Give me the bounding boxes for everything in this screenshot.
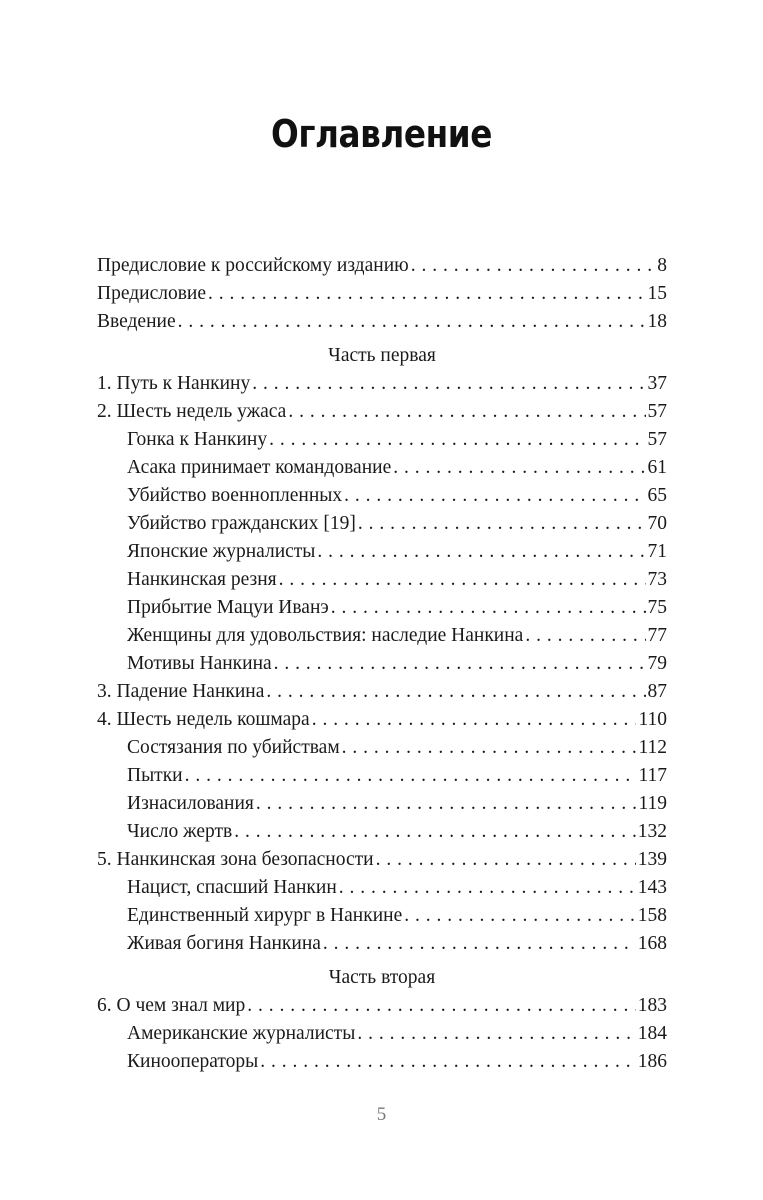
dot-leader: [269, 426, 645, 454]
toc-entry: [97, 252, 667, 280]
toc-subentry: [97, 426, 667, 454]
entry-title: Асака принимает командование: [127, 457, 392, 478]
entry-page-number: 168: [637, 933, 667, 954]
dot-leader: [376, 846, 636, 874]
toc-entry: [97, 992, 667, 1020]
entry-page-number: 117: [638, 765, 667, 786]
toc-subentry: [97, 594, 667, 622]
entry-page-number: 87: [647, 681, 667, 702]
entry-title: 6. О чем знал мир: [97, 995, 246, 1016]
toc-subentry: [97, 622, 667, 650]
entry-page-number: 18: [647, 311, 667, 332]
dot-leader: [317, 538, 645, 566]
entry-page-number: 57: [647, 401, 667, 422]
entry-title: 3. Падение Нанкина: [97, 681, 265, 702]
toc-subentry: [97, 1048, 667, 1076]
entry-page-number: 70: [647, 513, 667, 534]
dot-leader: [358, 510, 646, 538]
entry-page-number: 112: [638, 737, 667, 758]
entry-page-number: 65: [647, 485, 667, 506]
entry-title: Прибытие Мацуи Иванэ: [127, 597, 329, 618]
toc-subentry: [97, 510, 667, 538]
entry-page-number: 61: [647, 457, 667, 478]
toc-subentry: [97, 566, 667, 594]
dot-leader: [252, 370, 645, 398]
entry-title: Пытки: [127, 765, 183, 786]
entry-title: Предисловие: [97, 283, 207, 304]
dot-leader: [344, 482, 645, 510]
entry-title: Убийство военнопленных: [127, 485, 343, 506]
toc-entry: [97, 280, 667, 308]
entry-page-number: 143: [637, 877, 667, 898]
dot-leader: [342, 734, 637, 762]
toc-subentry: [97, 874, 667, 902]
dot-leader: [357, 1020, 635, 1048]
toc-subentry: [97, 762, 667, 790]
toc-subentry: [97, 454, 667, 482]
entry-page-number: 57: [647, 429, 667, 450]
entry-title: Мотивы Нанкина: [127, 653, 272, 674]
part-heading: Часть вторая: [328, 967, 436, 988]
toc-subentry: [97, 902, 667, 930]
toc-entry: [97, 370, 667, 398]
entry-title: Американские журналисты: [127, 1023, 356, 1044]
dot-leader: [256, 790, 637, 818]
toc-entry: [97, 846, 667, 874]
dot-leader: [234, 818, 636, 846]
page-title: Оглавление: [271, 112, 492, 156]
entry-title: 1. Путь к Нанкину: [97, 373, 251, 394]
entry-title: Предисловие к российскому изданию: [97, 255, 409, 276]
toc-entry: [97, 706, 667, 734]
toc-subentry: [97, 538, 667, 566]
dot-leader: [288, 398, 645, 426]
page-number: 5: [376, 1104, 387, 1125]
entry-page-number: 71: [647, 541, 667, 562]
toc-entry: [97, 678, 667, 706]
part-one-list: [97, 370, 667, 958]
toc-entry: [97, 398, 667, 426]
entry-page-number: 183: [637, 995, 667, 1016]
toc-subentry: [97, 734, 667, 762]
toc-subentry: [97, 1020, 667, 1048]
entry-title: 4. Шесть недель кошмара: [97, 709, 310, 730]
entry-page-number: 110: [638, 709, 667, 730]
entry-title: Нанкинская резня: [127, 569, 277, 590]
toc-subentry: [97, 482, 667, 510]
entry-title: Нацист, спасший Нанкин: [127, 877, 337, 898]
entry-title: Женщины для удовольствия: наследие Нанкина: [127, 625, 524, 646]
toc-subentry: [97, 930, 667, 958]
part-heading: Часть первая: [328, 345, 436, 366]
toc-subentry: [97, 818, 667, 846]
entry-title: Японские журналисты: [127, 541, 316, 562]
entry-page-number: 186: [637, 1051, 667, 1072]
dot-leader: [185, 762, 637, 790]
dot-leader: [411, 252, 656, 280]
entry-page-number: 15: [647, 283, 667, 304]
dot-leader: [404, 902, 636, 930]
part-two-list: [97, 992, 667, 1076]
dot-leader: [274, 650, 646, 678]
toc-subentry: [97, 650, 667, 678]
table-of-contents: [97, 252, 667, 1076]
dot-leader: [312, 706, 637, 734]
entry-page-number: 73: [647, 569, 667, 590]
entry-title: 2. Шесть недель ужаса: [97, 401, 287, 422]
entry-page-number: 79: [647, 653, 667, 674]
entry-page-number: 132: [637, 821, 667, 842]
entry-page-number: 77: [647, 625, 667, 646]
dot-leader: [178, 308, 646, 336]
dot-leader: [279, 566, 646, 594]
entry-page-number: 139: [637, 849, 667, 870]
dot-leader: [339, 874, 636, 902]
entry-title: Изнасилования: [127, 793, 254, 814]
dot-leader: [323, 930, 636, 958]
dot-leader: [208, 280, 645, 308]
toc-entry: [97, 308, 667, 336]
dot-leader: [266, 678, 645, 706]
dot-leader: [260, 1048, 636, 1076]
dot-leader: [247, 992, 636, 1020]
dot-leader: [525, 622, 645, 650]
entry-title: Убийство гражданских [19]: [127, 513, 356, 534]
entry-page-number: 158: [637, 905, 667, 926]
entry-title: 5. Нанкинская зона безопасности: [97, 849, 374, 870]
entry-page-number: 119: [638, 793, 667, 814]
entry-page-number: 184: [637, 1023, 667, 1044]
toc-subentry: [97, 790, 667, 818]
dot-leader: [331, 594, 646, 622]
entry-title: Введение: [97, 311, 176, 332]
entry-title: Единственный хирург в Нанкине: [127, 905, 403, 926]
entry-page-number: 8: [657, 255, 667, 276]
front-matter-list: [97, 252, 667, 336]
entry-title: Число жертв: [127, 821, 233, 842]
entry-title: Гонка к Нанкину: [127, 429, 268, 450]
entry-page-number: 37: [647, 373, 667, 394]
entry-title: Состязания по убийствам: [127, 737, 340, 758]
entry-title: Кинооператоры: [127, 1051, 259, 1072]
entry-page-number: 75: [647, 597, 667, 618]
entry-title: Живая богиня Нанкина: [127, 933, 321, 954]
dot-leader: [393, 454, 645, 482]
